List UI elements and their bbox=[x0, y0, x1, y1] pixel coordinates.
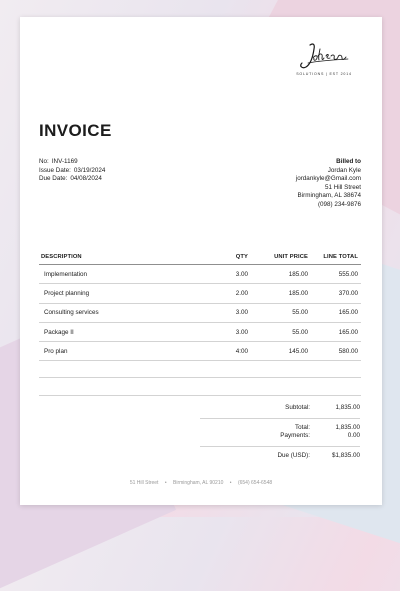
invoice-sheet bbox=[20, 17, 382, 505]
payments-row bbox=[200, 432, 360, 441]
item-qty: 3.00 bbox=[235, 309, 248, 317]
brand-tagline: SOLUTIONS | EST 2014 bbox=[296, 72, 352, 76]
due-date-row bbox=[39, 175, 105, 184]
item-qty: 3.00 bbox=[235, 270, 248, 278]
item-unit-price: 185.00 bbox=[288, 289, 308, 297]
line-items-table bbox=[39, 249, 361, 361]
total-row bbox=[200, 424, 360, 433]
amount-due-row bbox=[200, 452, 360, 461]
total-value: 1,835.00 bbox=[335, 423, 360, 431]
due-date: 04/08/2024 bbox=[70, 175, 102, 183]
client-name: Jordan Kyle bbox=[327, 166, 361, 174]
item-qty: 2.00 bbox=[235, 289, 248, 297]
item-line-total: 555.00 bbox=[338, 270, 358, 278]
payments-label: Payments: bbox=[280, 432, 310, 440]
due-date-label: Due Date: bbox=[39, 175, 68, 183]
header-line-total: LINE TOTAL bbox=[323, 253, 358, 260]
footer-street: 51 Hill Street bbox=[129, 480, 159, 486]
item-description: Pro plan bbox=[44, 347, 68, 355]
totals-block bbox=[200, 404, 360, 460]
item-description: Implementation bbox=[44, 270, 88, 278]
issue-date-row bbox=[39, 167, 105, 176]
divider bbox=[200, 418, 360, 419]
invoice-number-label: No: bbox=[39, 158, 49, 165]
footer-separator: • bbox=[164, 480, 167, 486]
table-row bbox=[39, 304, 361, 323]
signature-logo-icon bbox=[296, 39, 352, 73]
table-header bbox=[39, 249, 361, 265]
divider bbox=[200, 446, 360, 447]
item-qty: 3.00 bbox=[235, 328, 248, 336]
total-label: Total: bbox=[294, 423, 310, 431]
table-row bbox=[39, 284, 361, 303]
item-qty: 4:00 bbox=[235, 347, 248, 355]
issue-date-label: Issue Date: bbox=[39, 166, 71, 174]
footer bbox=[20, 480, 382, 486]
client-city: Birmingham, AL 38674 bbox=[297, 192, 361, 200]
client-email: jordankyle@Gmail.com bbox=[295, 175, 361, 183]
issue-date: 03/19/2024 bbox=[73, 166, 106, 174]
item-description: Package II bbox=[44, 328, 74, 336]
table-row bbox=[39, 342, 361, 361]
invoice-meta bbox=[39, 158, 105, 184]
header-qty: QTY bbox=[235, 253, 248, 260]
item-line-total: 580.00 bbox=[338, 347, 358, 355]
table-row bbox=[39, 265, 361, 284]
item-unit-price: 55.00 bbox=[292, 328, 308, 336]
item-description: Project planning bbox=[44, 289, 90, 297]
footer-separator: • bbox=[229, 480, 232, 486]
invoice-number: INV-1169 bbox=[51, 158, 78, 165]
footer-phone: (654) 654-6548 bbox=[237, 480, 273, 486]
subtotal-row bbox=[200, 404, 360, 413]
header-description: DESCRIPTION bbox=[41, 253, 82, 260]
client-street: 51 Hill Street bbox=[324, 183, 361, 191]
divider bbox=[39, 377, 361, 378]
subtotal-label: Subtotal: bbox=[285, 404, 310, 411]
invoice-number-row bbox=[39, 158, 105, 167]
item-line-total: 165.00 bbox=[338, 309, 358, 317]
invoice-title: INVOICE bbox=[39, 121, 112, 140]
payments-value: 0.00 bbox=[347, 432, 360, 440]
item-unit-price: 185.00 bbox=[288, 270, 308, 278]
item-line-total: 370.00 bbox=[338, 289, 358, 297]
item-unit-price: 55.00 bbox=[292, 309, 308, 317]
footer-city: Birmingham, AL 90210 bbox=[173, 480, 224, 486]
item-unit-price: 145.00 bbox=[288, 347, 308, 355]
client-phone: (098) 234-9876 bbox=[317, 200, 361, 208]
divider bbox=[39, 395, 361, 396]
item-line-total: 165.00 bbox=[338, 328, 358, 336]
header-unit-price: UNIT PRICE bbox=[274, 253, 308, 260]
amount-due-value: $1,835.00 bbox=[331, 451, 360, 459]
table-row bbox=[39, 323, 361, 342]
billed-to bbox=[296, 158, 361, 210]
item-description: Consulting services bbox=[44, 309, 99, 317]
subtotal-value: 1,835.00 bbox=[335, 404, 360, 411]
brand-logo bbox=[294, 39, 354, 87]
amount-due-label: Due (USD): bbox=[277, 451, 310, 459]
billed-to-heading: Billed to bbox=[336, 158, 361, 165]
